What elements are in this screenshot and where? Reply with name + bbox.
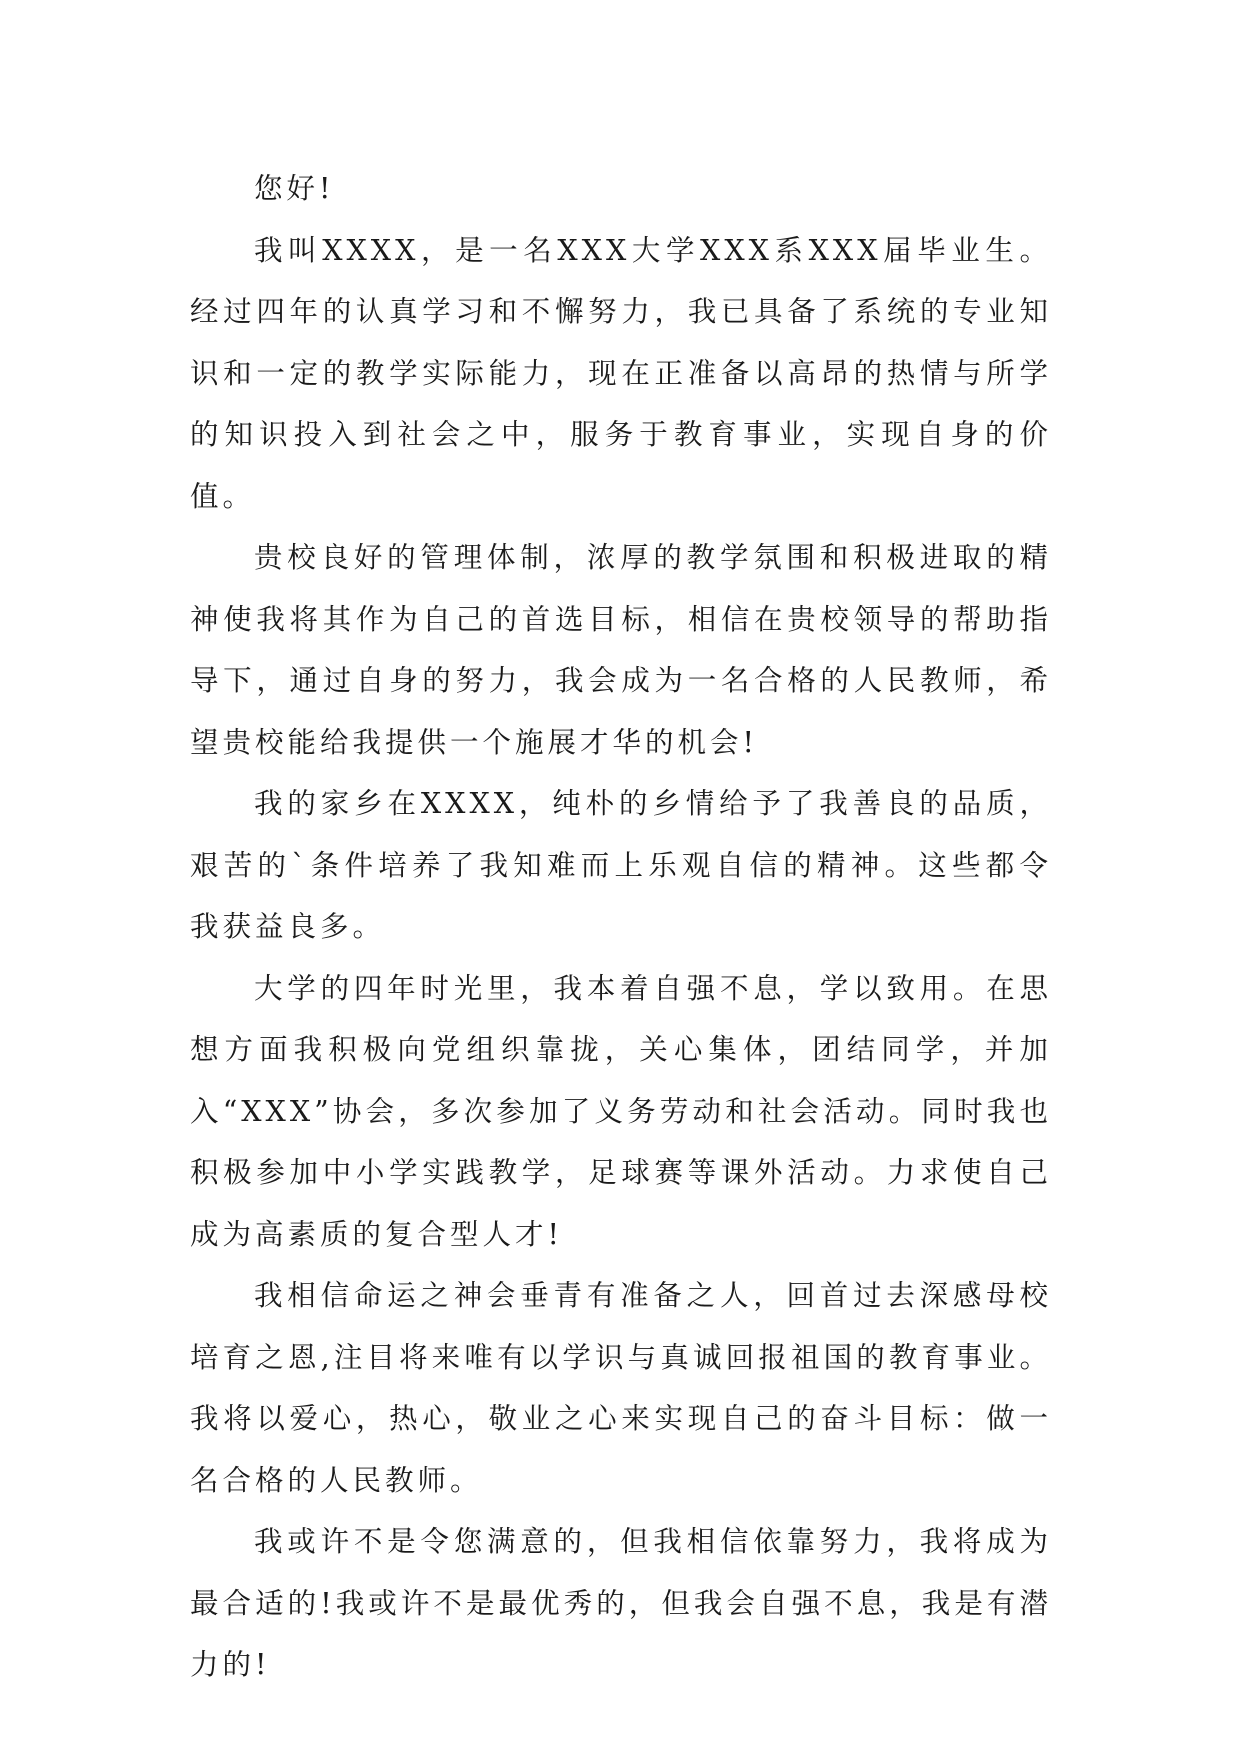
paragraph-university-life: 大学的四年时光里，我本着自强不息，学以致用。在思想方面我积极向党组织靠拢，关心集体，团结同学，并加入“XXX”协会，多次参加了义务劳动和社会活动。同时我也积极参加中小学实践教学，足球赛等课外活动。力求使自己成为高素质的复合型人才! <box>190 971 1052 1251</box>
paragraph-introduction: 我叫XXXX，是一名XXX大学XXX系XXX届毕业生。经过四年的认真学习和不懈努力，我已具备了系统的专业知识和一定的教学实际能力，现在正准备以高昂的热情与所学的知识投入到社会之中，服务于教育事业，实现自身的价值。 <box>190 233 1052 513</box>
paragraph-greeting: 您好! <box>254 172 335 205</box>
paragraph-closing: 我或许不是令您满意的，但我相信依靠努力，我将成为最合适的!我或许不是最优秀的，但我会自强不息，我是有潜力的! <box>190 1525 1052 1681</box>
paragraph-hometown: 我的家乡在XXXX，纯朴的乡情给予了我善良的品质，艰苦的`条件培养了我知难而上乐观自信的精神。这些都令我获益良多。 <box>190 787 1052 943</box>
letter-body <box>190 158 1052 1696</box>
paragraph-school-praise: 贵校良好的管理体制，浓厚的教学氛围和积极进取的精神使我将其作为自己的首选目标，相信在贵校领导的帮助指导下，通过自身的努力，我会成为一名合格的人民教师，希望贵校能给我提供一个施展才华的机会! <box>190 541 1052 759</box>
paragraph-aspiration: 我相信命运之神会垂青有准备之人，回首过去深感母校培育之恩,注目将来唯有以学识与真诚回报祖国的教育事业。我将以爱心，热心，敬业之心来实现自己的奋斗目标：做一名合格的人民教师。 <box>190 1279 1052 1497</box>
